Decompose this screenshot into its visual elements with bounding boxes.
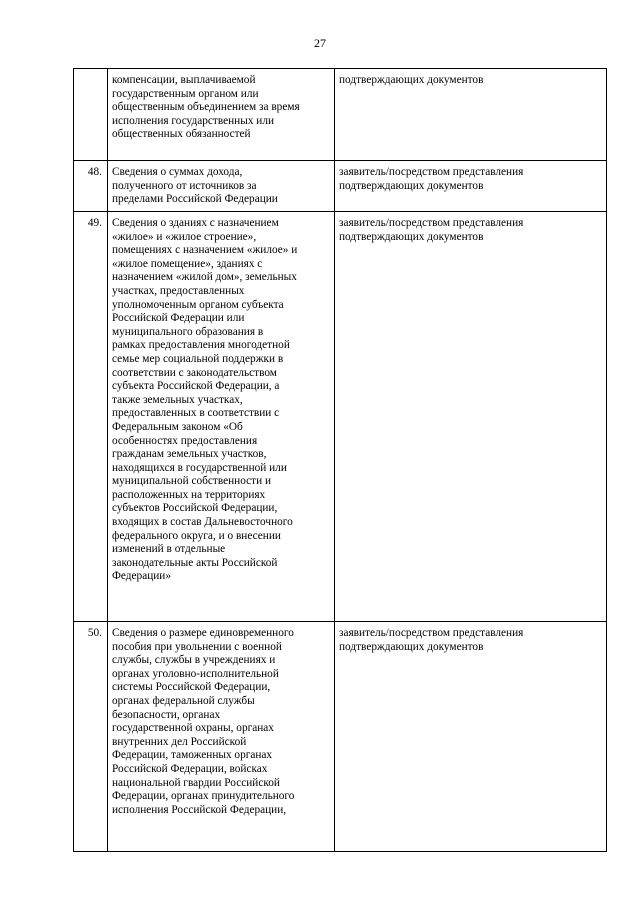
- text-line: соответствии с законодательством: [112, 366, 277, 379]
- text-line: законодательные акты Российской: [112, 556, 278, 569]
- text-line: помещениях с назначением «жилое» и: [112, 244, 298, 257]
- text-line: особенностях предоставления: [112, 434, 258, 447]
- row-description: [108, 161, 335, 212]
- row-source: [335, 212, 607, 622]
- text-line: исполнения государственных или: [112, 114, 275, 127]
- text-line: уполномоченным органом субъекта: [112, 298, 284, 311]
- text-line: службы, службы в учреждениях и: [112, 654, 276, 667]
- text-line: государственной охраны, органах: [112, 722, 274, 735]
- text-line: назначением «жилой дом», земельных: [112, 271, 297, 284]
- text-line: подтверждающих документов: [339, 230, 484, 243]
- text-line: общественным объединением за время: [112, 101, 300, 114]
- text-line: исполнения Российской Федерации,: [112, 803, 287, 816]
- text-line: Сведения о суммах дохода,: [112, 166, 243, 178]
- text-line: «жилое помещение», зданиях с: [112, 257, 263, 270]
- text-line: общественных обязанностей: [112, 128, 251, 141]
- row-source: [335, 161, 607, 212]
- text-line: безопасности, органах: [112, 708, 221, 721]
- text-line: Российской Федерации, войсках: [112, 762, 268, 775]
- row-number: 49.: [74, 212, 108, 622]
- row-description: [108, 212, 335, 622]
- row-number: 50.: [74, 622, 108, 852]
- text-line: муниципального образования в: [112, 325, 264, 338]
- text-line: Сведения о размере единовременного: [112, 627, 294, 639]
- row-source: [335, 622, 607, 852]
- text-line: подтверждающих документов: [339, 179, 484, 192]
- text-line: пределами Российской Федерации: [112, 193, 278, 206]
- text-line: органах уголовно-исполнительной: [112, 667, 279, 680]
- page-number: 27: [314, 36, 326, 50]
- table-row: [74, 622, 607, 852]
- row-description: [108, 622, 335, 852]
- row-number: 48.: [74, 161, 108, 212]
- row-number: [74, 69, 108, 161]
- text-line: национальной гвардии Российской: [112, 776, 280, 789]
- text-line: заявитель/посредством представления: [339, 627, 524, 639]
- text-line: пособия при увольнении с военной: [112, 640, 282, 653]
- text-line: подтверждающих документов: [339, 74, 484, 86]
- text-line: заявитель/посредством представления: [339, 217, 524, 229]
- text-line: рамках предоставления многодетной: [112, 339, 290, 352]
- text-line: Федерации»: [112, 570, 171, 583]
- text-line: компенсации, выплачиваемой: [112, 74, 256, 86]
- text-line: Федерации, органах принудительного: [112, 790, 295, 803]
- text-line: государственным органом или: [112, 87, 259, 100]
- text-line: Федерации, таможенных органах: [112, 749, 273, 762]
- text-line: семье мер социальной поддержки в: [112, 352, 284, 365]
- text-line: также земельных участках,: [112, 393, 243, 406]
- text-line: федерального округа, и о внесении: [112, 529, 281, 542]
- row-description: [108, 69, 335, 161]
- text-line: «жилое» и «жилое строение»,: [112, 230, 257, 243]
- text-line: подтверждающих документов: [339, 640, 484, 653]
- text-line: полученного от источников за: [112, 179, 257, 192]
- table-row: [74, 212, 607, 622]
- row-source: [335, 69, 607, 161]
- text-line: органах федеральной службы: [112, 694, 255, 707]
- text-line: внутренних дел Российской: [112, 735, 247, 748]
- text-line: Сведения о зданиях с назначением: [112, 217, 279, 229]
- table-row: [74, 69, 607, 161]
- text-line: расположенных на территориях: [112, 488, 266, 501]
- text-line: муниципальной собственности и: [112, 475, 272, 488]
- text-line: Федеральным законом «Об: [112, 420, 243, 433]
- text-line: заявитель/посредством представления: [339, 166, 524, 178]
- text-line: входящих в состав Дальневосточного: [112, 516, 293, 529]
- text-line: предоставленных в соответствии с: [112, 407, 280, 420]
- text-line: субъектов Российской Федерации,: [112, 502, 278, 515]
- text-line: гражданам земельных участков,: [112, 448, 267, 461]
- table-row: [74, 161, 607, 212]
- text-line: участках, предоставленных: [112, 284, 245, 297]
- document-table: [73, 68, 607, 852]
- text-line: системы Российской Федерации,: [112, 681, 271, 694]
- text-line: находящихся в государственной или: [112, 461, 287, 474]
- text-line: субъекта Российской Федерации, а: [112, 380, 280, 393]
- text-line: изменений в отдельные: [112, 543, 226, 556]
- text-line: Российской Федерации или: [112, 312, 245, 325]
